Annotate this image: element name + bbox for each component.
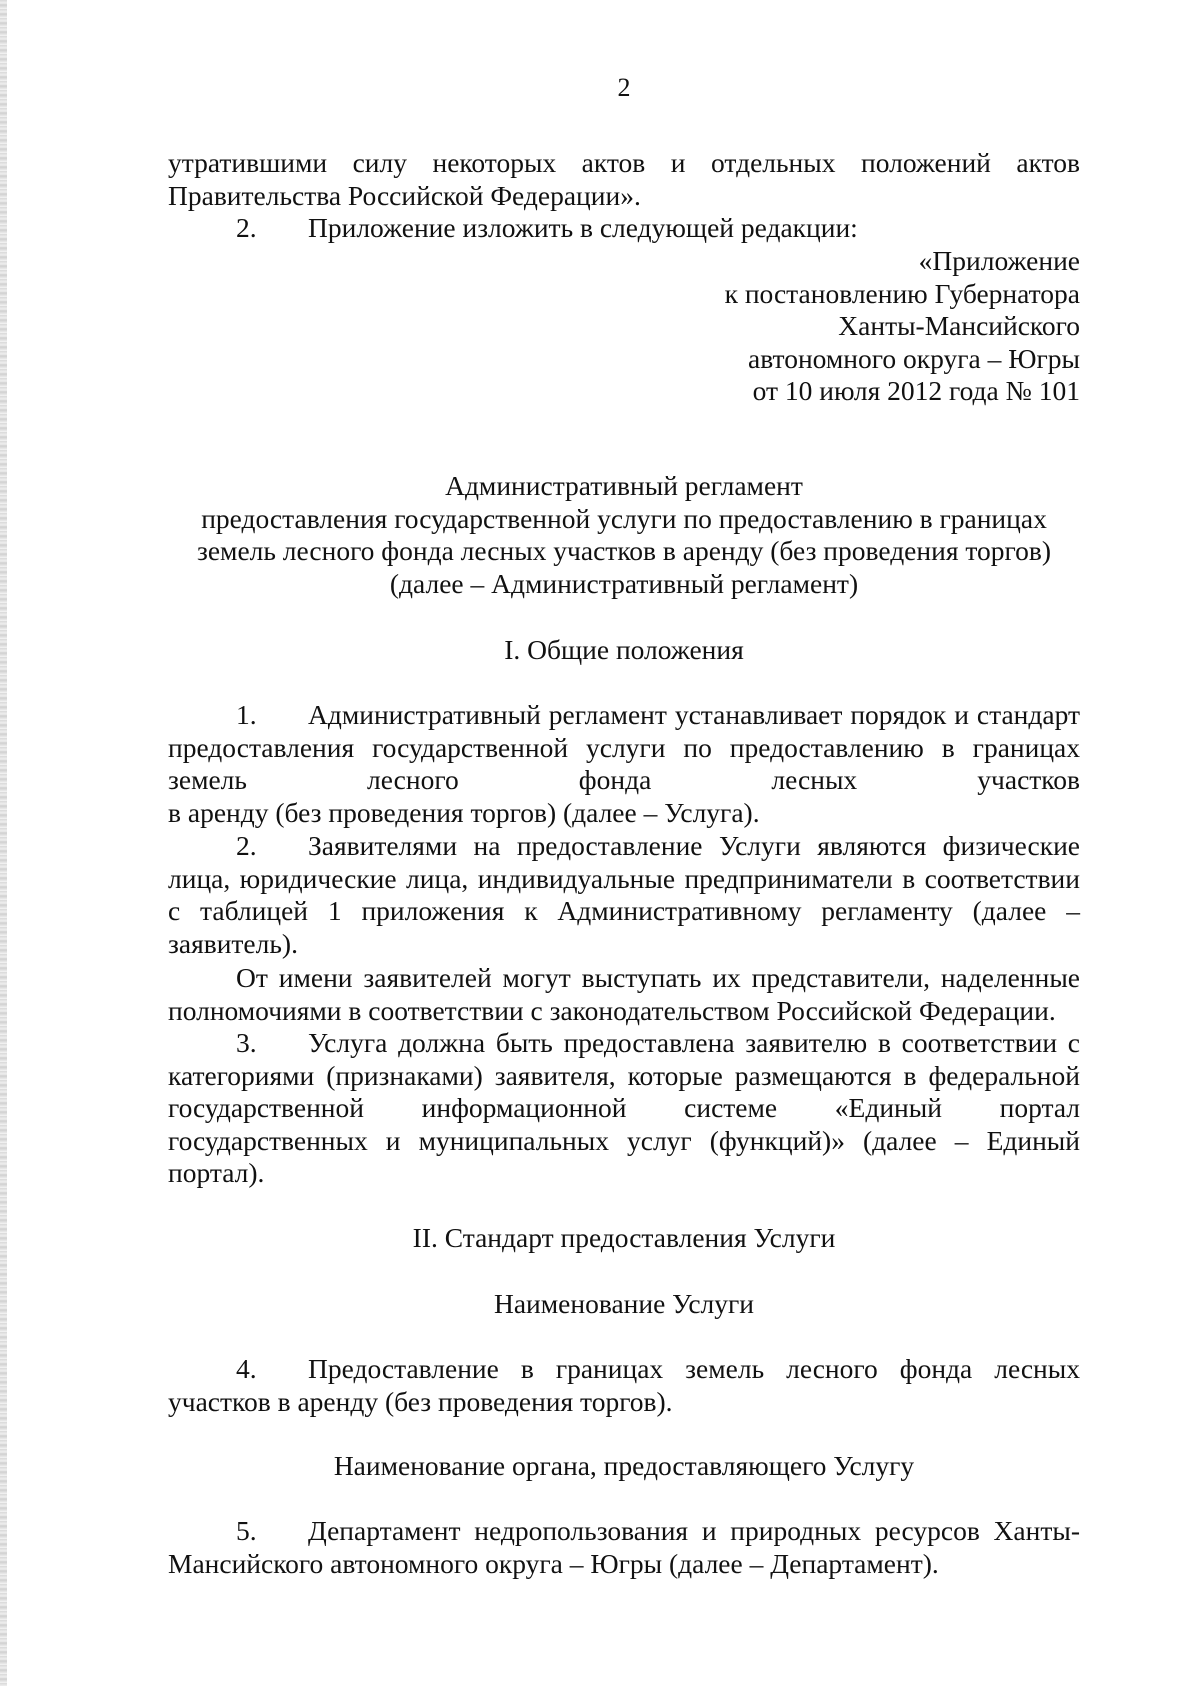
item-2-number: 2. <box>236 212 257 243</box>
paragraph-5 <box>168 1515 1080 1580</box>
title-line: Административный регламент <box>445 470 803 501</box>
paragraph-2 <box>168 830 1080 960</box>
title-line: предоставления государственной услуги по предоставлению в границах <box>201 502 1047 534</box>
section-1-heading: I. Общие положения <box>504 634 744 665</box>
appendix-header-line: «Приложение <box>918 245 1080 276</box>
paragraph-4 <box>168 1353 1080 1418</box>
title-line: земель лесного фонда лесных участков в аренду (без проведения торгов) <box>196 535 1051 566</box>
title-line: (далее – Административный регламент) <box>389 567 859 599</box>
item-2-paragraph <box>168 212 1080 245</box>
section-2-heading: II. Стандарт предоставления Услуги <box>412 1222 836 1253</box>
appendix-header-line: Ханты-Мансийского <box>838 310 1080 341</box>
appendix-header-line: автономного округа – Югры <box>748 342 1080 374</box>
paragraph-5-text: Департамент недропользования и природных ресурсов Ханты-Мансийского автономного округа – Югры (далее – Департамент). <box>168 1515 1080 1579</box>
appendix-header-line: от 10 июля 2012 года № 101 <box>752 375 1080 406</box>
paragraph-5-number: 5. <box>236 1515 257 1546</box>
page-number: 2 <box>617 73 631 102</box>
paragraph-3-text: Услуга должна быть предоставлена заявителю в соответствии с категориями (признаками) заявителя, которые размещаются в федеральной государственной информационной системе «Единый портал государственных и муниципальных услуг (функций)» (далее – Единый портал). <box>168 1027 1080 1188</box>
paragraph-4-number: 4. <box>236 1353 257 1384</box>
appendix-header <box>168 245 1080 408</box>
paragraph-1-number: 1. <box>236 699 257 730</box>
paragraph-3-number: 3. <box>236 1027 257 1058</box>
paragraph-1-last-line: в аренду (без проведения торгов) (далее – Услуга). <box>168 797 760 828</box>
paragraph-1 <box>168 699 1080 797</box>
subheading-authority: Наименование органа, предоставляющего Услугу <box>333 1450 915 1481</box>
paragraph-3 <box>168 1027 1080 1190</box>
continuation-paragraph: утратившими силу некоторых актов и отдельных положений актов Правительства Российской Федерации». <box>168 147 1080 211</box>
regulation-title <box>168 470 1080 600</box>
paragraph-2b: От имени заявителей могут выступать их представители, наделенные полномочиями в соответствии с законодательством Российской Федерации. <box>168 962 1080 1026</box>
item-2-text: Приложение изложить в следующей редакции: <box>308 212 858 243</box>
appendix-header-line: к постановлению Губернатора <box>724 277 1080 309</box>
scan-edge <box>0 0 7 1686</box>
subheading-service-name: Наименование Услуги <box>493 1288 755 1319</box>
paragraph-1-text: Административный регламент устанавливает порядок и стандарт предоставления государственной услуги по предоставлению в границах земель лесного фонда лесных участков <box>168 699 1080 795</box>
paragraph-4-text: Предоставление в границах земель лесного фонда лесных участков в аренду (без проведения торгов). <box>168 1353 1080 1417</box>
paragraph-2-text: Заявителями на предоставление Услуги являются физические лица, юридические лица, индивидуальные предприниматели в соответствии с таблицей 1 приложения к Административному регламенту (далее – заявитель). <box>168 830 1080 959</box>
paragraph-2-number: 2. <box>236 830 257 861</box>
